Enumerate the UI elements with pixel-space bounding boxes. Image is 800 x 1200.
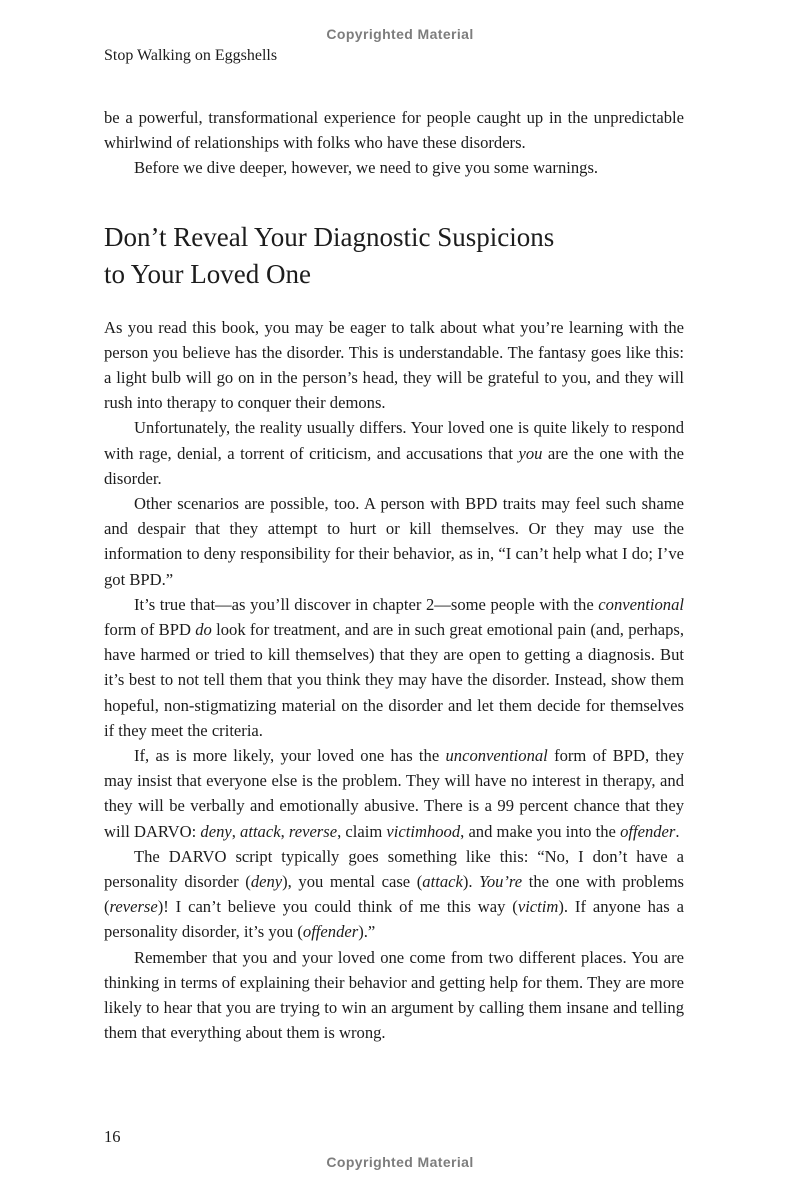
paragraph: Unfortunately, the reality usually differs. Your loved one is quite likely to respond with rage, denial, a torrent of criticism, and accusations that you are the one with the disorder. <box>104 418 684 488</box>
page-number: 16 <box>104 1127 121 1146</box>
paragraph: It’s true that—as you’ll discover in chapter 2—some people with the conventional form of BPD do look for treatment, and are in such great emotional pain (and, perhaps, have harmed or tried to kill themselves) that they are open to getting a diagnosis. But it’s best to not tell them that you think they may have the disorder. Instead, show them hopeful, non-stigmatizing material on the disorder and let them decide for themselves if they meet the criteria. <box>104 594 684 740</box>
paragraph: Other scenarios are possible, too. A person with BPD traits may feel such shame and despair that they attempt to hurt or kill themselves. Or they may use the information to deny responsibility for their behavior, as in, “I can’t help what I do; I’ve got BPD.” <box>104 494 684 589</box>
paragraph: be a powerful, transformational experience for people caught up in the unpredictable whirlwind of relationships with folks who have these disorders. <box>104 108 684 153</box>
section-heading-line1: Don’t Reveal Your Diagnostic Suspicions <box>104 221 555 252</box>
paragraph: Before we dive deeper, however, we need to give you some warnings. <box>134 158 599 178</box>
paragraph: As you read this book, you may be eager to talk about what you’re learning with the person you believe has the disorder. This is understandable. The fantasy goes like this: a light bulb will go on in the person’s head, they will be grateful to you, and they will rush into therapy to conquer their demons. <box>104 317 684 413</box>
copyright-watermark-bottom: Copyrighted Material <box>326 1154 474 1170</box>
intro-paragraphs <box>104 105 684 181</box>
section-paragraphs <box>104 315 684 1046</box>
copyright-watermark-top: Copyrighted Material <box>326 26 474 42</box>
section-heading-line2: to Your Loved One <box>104 258 311 289</box>
paragraph: The DARVO script typically goes something like this: “No, I don’t have a personality disorder (deny), you mental case (attack). You’re the one with problems (reverse)! I can’t believe you could think of me this way (victim). If anyone has a personality disorder, it’s you (offender).” <box>104 846 684 942</box>
paragraph: Remember that you and your loved one come from two different places. You are thinking in terms of explaining their behavior and getting help for them. They are more likely to hear that you are trying to win an argument by calling them insane and telling them that everything about them is wrong. <box>104 947 684 1043</box>
body-text-column <box>104 105 684 1046</box>
section-heading <box>104 219 684 293</box>
running-header-book-title: Stop Walking on Eggshells <box>104 47 278 64</box>
paragraph: If, as is more likely, your loved one has the unconventional form of BPD, they may insist that everyone else is the problem. They will have no interest in therapy, and they will be verbally and emotionally abusive. There is a 99 percent chance that they will DARVO: deny, attack, reverse, claim victimhood, and make you into the offender. <box>104 746 684 841</box>
